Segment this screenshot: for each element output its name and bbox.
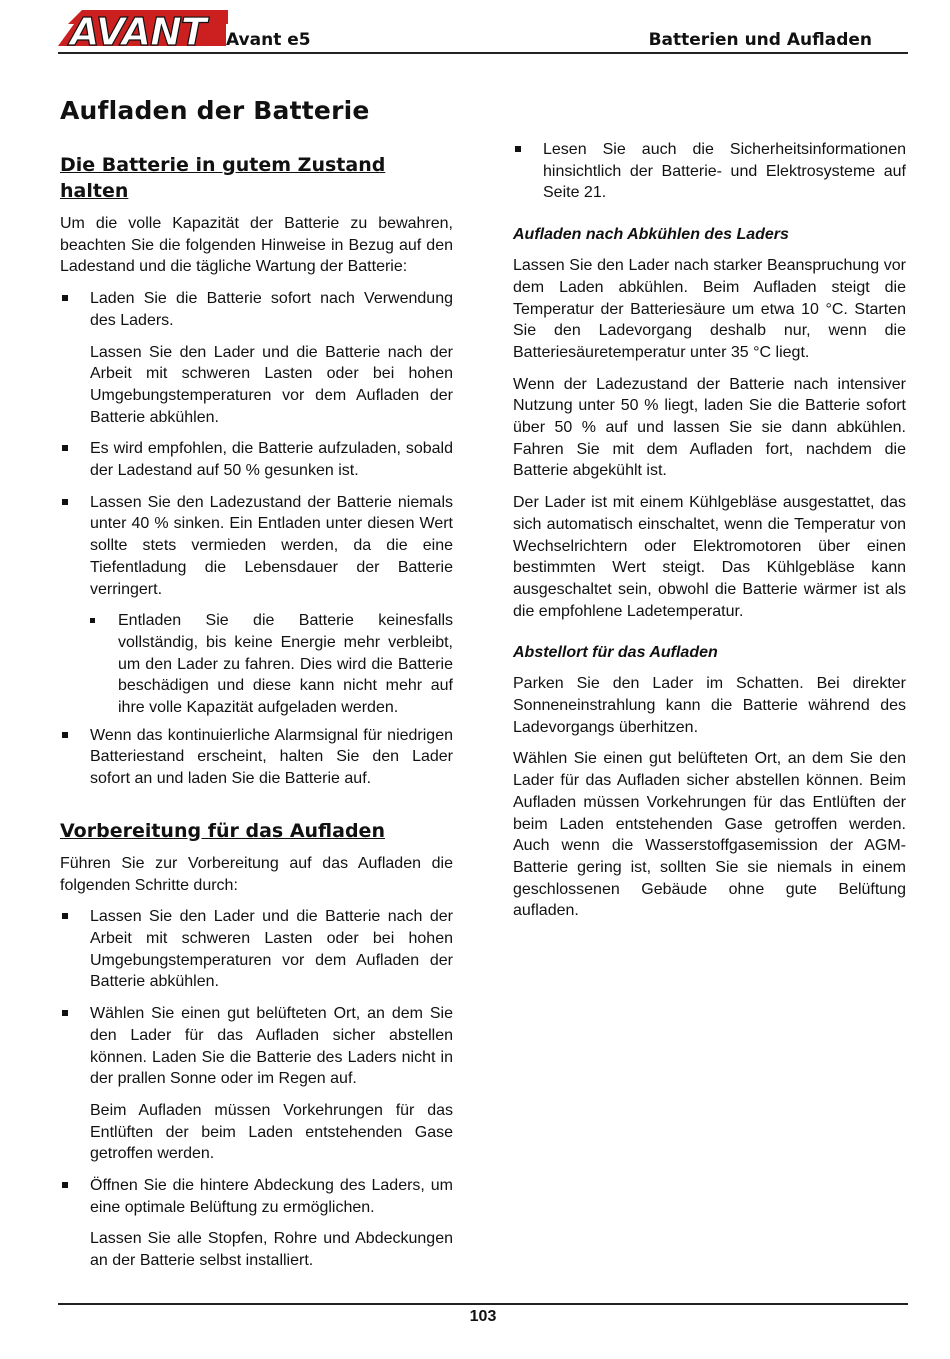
model-name: Avant e5 [226,30,311,50]
list-item-continuation: Lassen Sie alle Stopfen, Rohre und Abdeckungen an der Batterie selbst installiert. [90,1230,453,1270]
section-title: Batterien und Aufladen [648,30,872,50]
prep-list [60,906,453,1090]
list-item: Öffnen Sie die hintere Abdeckung des Laders, um eine optimale Belüftung zu ermöglichen. [60,1175,453,1218]
left-column [60,152,453,1282]
logo-text: AVANT [70,10,206,48]
paragraph: Wählen Sie einen gut belüfteten Ort, an dem Sie den Lader für das Aufladen sicher abstellen können. Beim Aufladen müssen Vorkehrungen für das Entlüften der beim Laden entstehenden Gase getroffen werden. Auch wenn die Wasserstoffgasemission der AGM-Batterie gering ist, sollten Sie sie niemals in einem geschlossenen Gebäude ohne gute Belüftung aufladen. [513,750,906,920]
list-item: Wählen Sie einen gut belüfteten Ort, an dem Sie den Lader für das Aufladen sicher abstellen können. Laden Sie die Batterie des Laders nicht in der prallen Sonne oder im Regen auf. [60,1003,453,1090]
list-item: Es wird empfohlen, die Batterie aufzuladen, sobald der Ladestand auf 50 % gesunken ist. [60,438,453,481]
list-item: Laden Sie die Batterie sofort nach Verwendung des Laders. [60,288,453,331]
page-header [58,8,908,54]
list-item: Lassen Sie den Ladezustand der Batterie niemals unter 40 % sinken. Ein Entladen unter diesen Wert sollte stets vermieden werden, da die eine Tiefentladung die Lebensdauer der Batterie verringert. [60,492,453,601]
intro-paragraph-2: Führen Sie zur Vorbereitung auf das Aufladen die folgenden Schritte durch: [60,854,453,894]
list-item: Lassen Sie den Lader und die Batterie nach der Arbeit mit schweren Lasten oder bei hohen Umgebungstemperaturen vor dem Aufladen der Batterie abkühlen. [60,906,453,993]
list-item-continuation: Beim Aufladen müssen Vorkehrungen für das Entlüften der beim Laden entstehenden Gase getroffen werden. [90,1101,453,1163]
sub-list-item: Entladen Sie die Batterie keinesfalls vollständig, bis keine Energie mehr verbleibt, um den Lader zu fahren. Dies wird die Batterie beschädigen und diese kann nicht mehr auf ihre volle Kapazität aufgeladen werden. [60,610,453,719]
paragraph: Wenn der Ladezustand der Batterie nach intensiver Nutzung unter 50 % liegt, laden Sie die Batterie sofort über 50 % auf und lassen Sie sie dann abkühlen. Fahren Sie mit dem Aufladen fort, nachdem die Batterie abgekühlt ist. [513,375,906,480]
heading-preparation: Vorbereitung für das Aufladen [60,819,385,842]
heading-location: Abstellort für das Aufladen [513,644,718,662]
paragraph: Der Lader ist mit einem Kühlgebläse ausgestattet, das sich automatisch einschaltet, wenn die Temperatur von Wechselrichtern oder Elektromotoren über einen bestimmten Wert steigt. Das Kühlgebläse kann ausgeschaltet sein, obwohl die Batterie wärmer ist als die empfohlene Ladetemperatur. [513,494,906,620]
right-column [513,139,906,932]
paragraph: Lassen Sie den Lader nach starker Beanspruchung vor dem Laden abkühlen. Beim Aufladen steigt die Temperatur der Batteriesäure um etwa 10 °C. Starten Sie den Ladevorgang deshalb nur, wenn die Batteriesäuretemperatur unter 35 °C liegt. [513,257,906,361]
list-item-continuation: Lassen Sie den Lader und die Batterie nach der Arbeit mit schweren Lasten oder bei hohen Umgebungstemperaturen vor dem Aufladen der Batterie abkühlen. [90,343,453,426]
heading-battery-condition: Die Batterie in gutem Zustand halten [60,154,386,202]
header-rule [58,52,908,54]
heading-cooling: Aufladen nach Abkühlen des Laders [513,226,789,244]
list-item: Wenn das kontinuierliche Alarmsignal für niedrigen Batteriestand erscheint, halten Sie den Lader sofort an und laden Sie die Batterie auf. [60,725,453,790]
list-item: Lesen Sie auch die Sicherheitsinformationen hinsichtlich der Batterie- und Elektrosysteme auf Seite 21. [513,139,906,204]
avant-logo [58,8,228,48]
intro-paragraph: Um die volle Kapazität der Batterie zu bewahren, beachten Sie die folgenden Hinweise in Bezug auf den Ladestand und die tägliche Wartung der Batterie: [60,215,453,276]
paragraph: Parken Sie den Lader im Schatten. Bei direkter Sonneneinstrahlung kann die Batterie während des Ladevorgangs überhitzen. [513,675,906,736]
care-list [60,288,453,331]
page-number: 103 [469,1308,497,1325]
prep-list-2 [60,1175,453,1218]
safety-list [513,139,906,204]
footer-rule [58,1303,908,1305]
care-list-2 [60,438,453,790]
page-title: Aufladen der Batterie [60,96,370,125]
